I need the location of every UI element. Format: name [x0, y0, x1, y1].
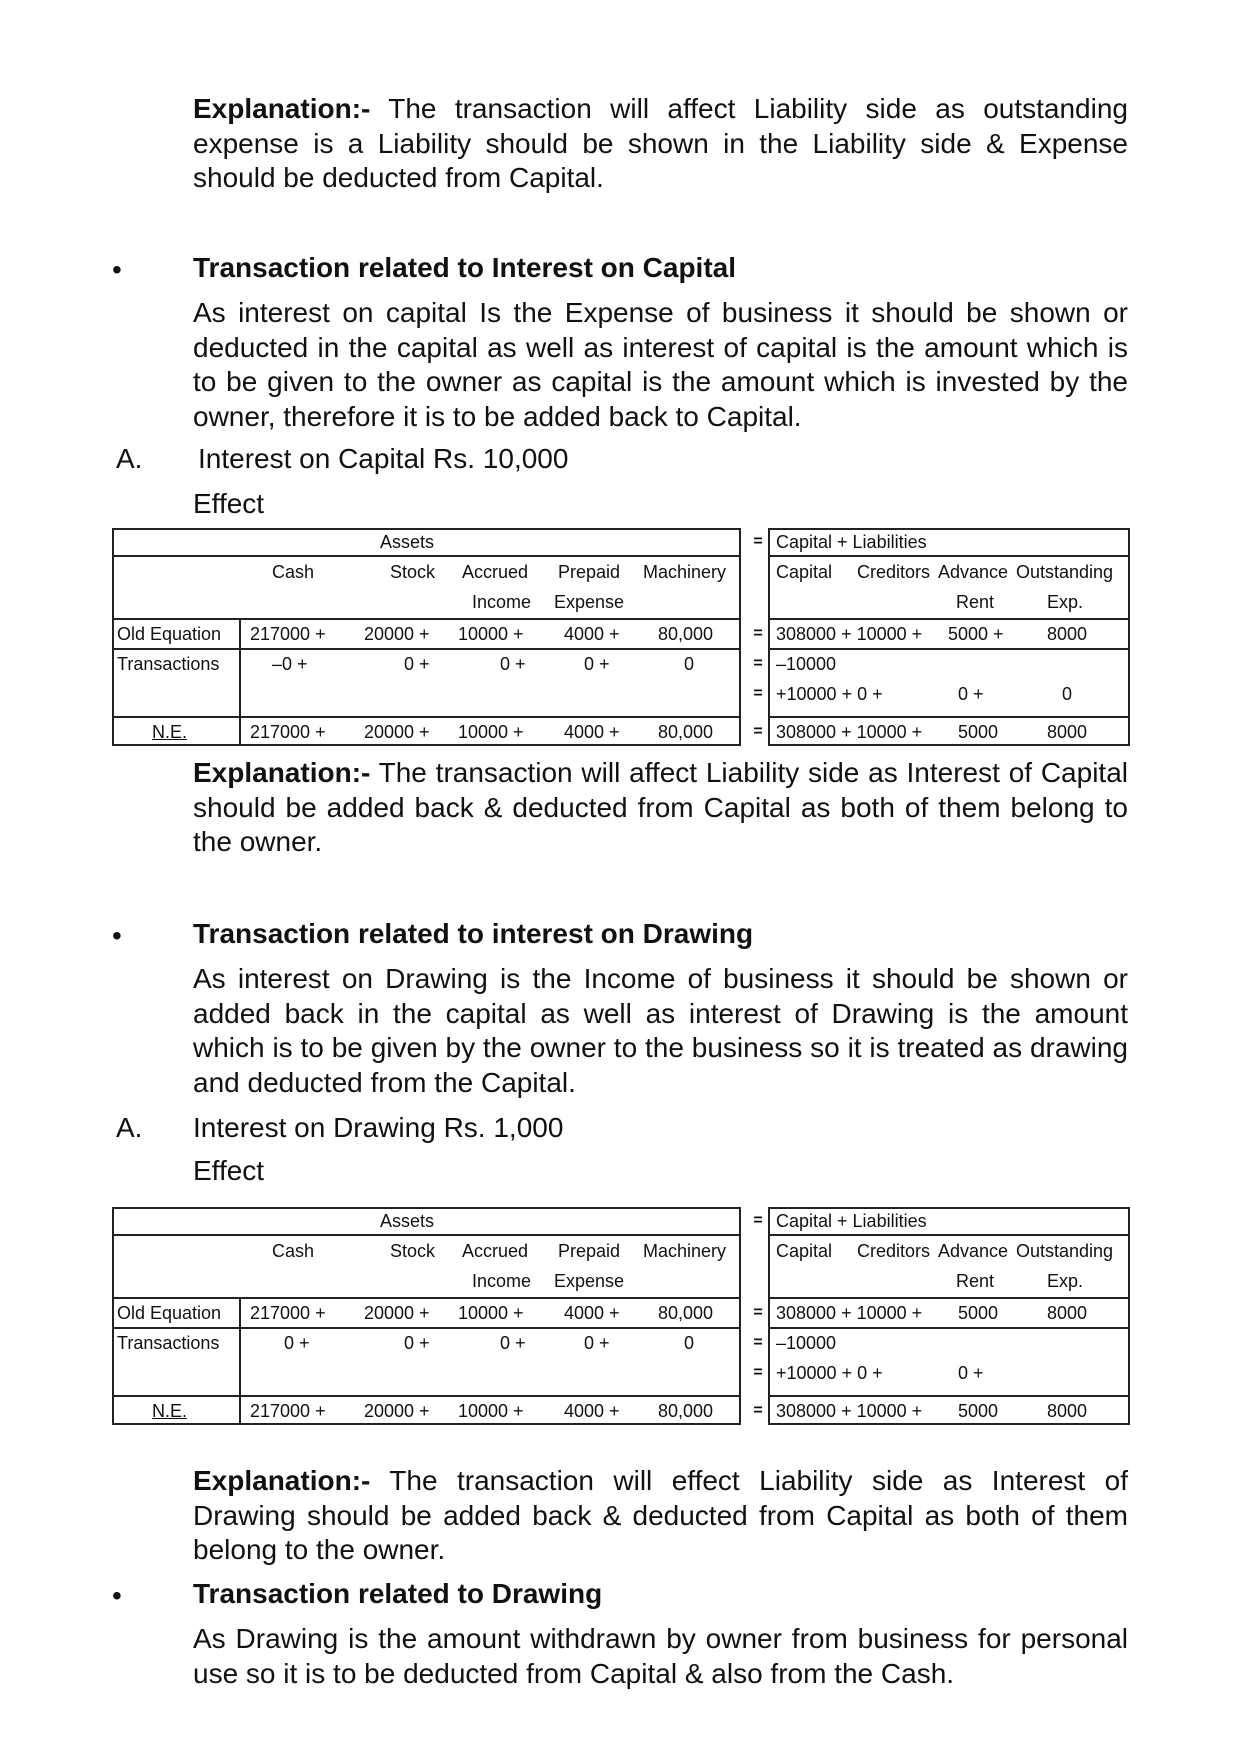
- col-machinery: Machinery: [643, 562, 727, 582]
- cell-ne-accrued: 10000 +: [458, 1401, 524, 1421]
- effect-label: Effect: [193, 488, 265, 519]
- cell-tr-capital-2: +10000 + 0 +: [776, 1363, 883, 1383]
- cell-tr-cash: –0 +: [272, 654, 308, 674]
- cell-tr-stock: 0 +: [404, 1333, 430, 1353]
- equals-sign: =: [753, 685, 763, 702]
- cell-ne-outstanding: 8000: [1047, 1401, 1088, 1421]
- row-old-equation-label: Old Equation: [117, 624, 222, 644]
- col-capital: Capital: [776, 562, 833, 582]
- item-letter: A.: [116, 1112, 143, 1143]
- explanation-label: Explanation:-: [193, 1465, 371, 1496]
- cell-ne-prepaid: 4000 +: [564, 1401, 620, 1421]
- cell-tr-capital-1: –10000: [776, 654, 837, 674]
- bullet: •: [112, 920, 122, 951]
- cell-ne-advance: 5000: [958, 1401, 999, 1421]
- equals-sign: =: [753, 1334, 763, 1351]
- bullet: •: [112, 1580, 122, 1611]
- effect-label: Effect: [193, 1155, 265, 1186]
- example-interest-on-capital: Interest on Capital Rs. 10,000: [198, 443, 569, 474]
- explanation-outstanding-expense: [193, 92, 1128, 196]
- col-rent: Rent: [956, 592, 995, 612]
- cell-old-prepaid: 4000 +: [564, 1303, 620, 1323]
- col-cash: Cash: [272, 562, 315, 582]
- cell-tr-capital-2: +10000 + 0 +: [776, 684, 883, 704]
- col-outstanding: Outstanding: [1016, 562, 1114, 582]
- row-transactions-label: Transactions: [117, 654, 220, 674]
- assets-header: Assets: [380, 532, 435, 552]
- heading-interest-on-capital: Transaction related to Interest on Capital: [193, 252, 737, 283]
- cell-tr-prepaid: 0 +: [584, 654, 610, 674]
- col-income: Income: [472, 592, 532, 612]
- cell-tr-machinery: 0: [684, 1333, 695, 1353]
- equals-sign: =: [753, 625, 763, 642]
- equals-sign: =: [753, 1212, 763, 1229]
- equals-sign: =: [753, 1402, 763, 1419]
- cell-ne-outstanding: 8000: [1047, 722, 1088, 742]
- col-advance: Advance: [938, 562, 1009, 582]
- cell-old-capital: 308000 + 10000 +: [776, 624, 923, 644]
- row-transactions-label: Transactions: [117, 1333, 220, 1353]
- col-income: Income: [472, 1271, 532, 1291]
- cell-tr-advance: 0 +: [958, 1363, 984, 1383]
- explanation-text: The transaction will effect Liability side as Interest of Drawing should be added back & deducted from Capital as both of them belong to the owner.: [193, 1465, 1128, 1565]
- cell-ne-stock: 20000 +: [364, 722, 430, 742]
- cell-ne-cash: 217000 +: [250, 1401, 326, 1421]
- cell-tr-outstanding: 0: [1062, 684, 1073, 704]
- cell-old-advance: 5000 +: [948, 624, 1004, 644]
- cell-ne-capital: 308000 + 10000 +: [776, 1401, 923, 1421]
- heading-interest-on-drawing: Transaction related to interest on Drawing: [193, 918, 754, 949]
- cell-old-prepaid: 4000 +: [564, 624, 620, 644]
- explanation-interest-on-capital: [193, 756, 1128, 860]
- explanation-label: Explanation:-: [193, 93, 371, 124]
- col-prepaid: Prepaid: [558, 562, 621, 582]
- cell-old-capital: 308000 + 10000 +: [776, 1303, 923, 1323]
- assets-header: Assets: [380, 1211, 435, 1231]
- explanation-interest-on-drawing: [193, 1464, 1128, 1568]
- explanation-text: The transaction will affect Liability side as outstanding expense is a Liability should be shown in the Liability side & Expense should be deducted from Capital.: [193, 93, 1128, 193]
- equals-sign: =: [753, 1364, 763, 1381]
- col-prepaid: Prepaid: [558, 1241, 621, 1261]
- row-ne-label: N.E.: [152, 722, 188, 742]
- body-drawing: As Drawing is the amount withdrawn by owner from business for personal use so it is to be deducted from Capital & also from the Cash.: [193, 1623, 1128, 1689]
- item-letter: A.: [116, 443, 143, 474]
- cell-tr-machinery: 0: [684, 654, 695, 674]
- cell-old-machinery: 80,000: [658, 1303, 714, 1323]
- cell-ne-machinery: 80,000: [658, 1401, 714, 1421]
- heading-drawing: Transaction related to Drawing: [193, 1578, 603, 1609]
- col-exp: Exp.: [1047, 592, 1084, 612]
- cell-tr-accrued: 0 +: [500, 654, 526, 674]
- col-expense: Expense: [554, 592, 625, 612]
- cell-old-cash: 217000 +: [250, 1303, 326, 1323]
- cell-ne-advance: 5000: [958, 722, 999, 742]
- col-advance: Advance: [938, 1241, 1009, 1261]
- body-interest-on-capital: As interest on capital Is the Expense of business it should be shown or deducted in the capital as well as interest of capital is the amount which is to be given to the owner as capital is the amount which is invested by the owner, therefore it is to be added back to Capital.: [193, 297, 1128, 432]
- col-cash: Cash: [272, 1241, 315, 1261]
- cell-ne-prepaid: 4000 +: [564, 722, 620, 742]
- col-exp: Exp.: [1047, 1271, 1084, 1291]
- cell-old-machinery: 80,000: [658, 624, 714, 644]
- equals-sign: =: [753, 533, 763, 550]
- col-accrued: Accrued: [462, 562, 529, 582]
- cell-old-stock: 20000 +: [364, 624, 430, 644]
- explanation-label: Explanation:-: [193, 757, 371, 788]
- accounting-equation-table-2: [112, 1207, 1130, 1425]
- col-expense: Expense: [554, 1271, 625, 1291]
- cell-old-accrued: 10000 +: [458, 624, 524, 644]
- equals-sign: =: [753, 655, 763, 672]
- capital-liabilities-header: Capital + Liabilities: [776, 1211, 927, 1231]
- cell-ne-capital: 308000 + 10000 +: [776, 722, 923, 742]
- bullet: •: [112, 254, 122, 285]
- cell-ne-machinery: 80,000: [658, 722, 714, 742]
- col-rent: Rent: [956, 1271, 995, 1291]
- cell-tr-stock: 0 +: [404, 654, 430, 674]
- cell-tr-prepaid: 0 +: [584, 1333, 610, 1353]
- cell-old-accrued: 10000 +: [458, 1303, 524, 1323]
- cell-tr-accrued: 0 +: [500, 1333, 526, 1353]
- row-old-equation-label: Old Equation: [117, 1303, 222, 1323]
- cell-ne-stock: 20000 +: [364, 1401, 430, 1421]
- cell-old-advance: 5000: [958, 1303, 999, 1323]
- example-interest-on-drawing: Interest on Drawing Rs. 1,000: [193, 1112, 564, 1143]
- body-interest-on-drawing: As interest on Drawing is the Income of business it should be shown or added back in the capital as well as interest of Drawing is the amount which is to be given by the owner to the business so it is treated as drawing and deducted from the Capital.: [193, 963, 1128, 1098]
- cell-tr-advance: 0 +: [958, 684, 984, 704]
- col-creditors: Creditors: [857, 562, 931, 582]
- cell-old-outstanding: 8000: [1047, 1303, 1088, 1323]
- cell-old-stock: 20000 +: [364, 1303, 430, 1323]
- col-outstanding: Outstanding: [1016, 1241, 1114, 1261]
- cell-old-outstanding: 8000: [1047, 624, 1088, 644]
- equals-sign: =: [753, 723, 763, 740]
- cell-ne-accrued: 10000 +: [458, 722, 524, 742]
- accounting-equation-table-1: [112, 528, 1130, 746]
- col-stock: Stock: [390, 562, 436, 582]
- explanation-text: The transaction will affect Liability side as Interest of Capital should be added back & deducted from Capital as both of them belong to the owner.: [193, 757, 1128, 857]
- col-stock: Stock: [390, 1241, 436, 1261]
- col-capital: Capital: [776, 1241, 833, 1261]
- col-machinery: Machinery: [643, 1241, 727, 1261]
- col-accrued: Accrued: [462, 1241, 529, 1261]
- cell-old-cash: 217000 +: [250, 624, 326, 644]
- cell-ne-cash: 217000 +: [250, 722, 326, 742]
- col-creditors: Creditors: [857, 1241, 931, 1261]
- cell-tr-capital-1: –10000: [776, 1333, 837, 1353]
- cell-tr-cash: 0 +: [284, 1333, 310, 1353]
- capital-liabilities-header: Capital + Liabilities: [776, 532, 927, 552]
- row-ne-label: N.E.: [152, 1401, 188, 1421]
- equals-sign: =: [753, 1304, 763, 1321]
